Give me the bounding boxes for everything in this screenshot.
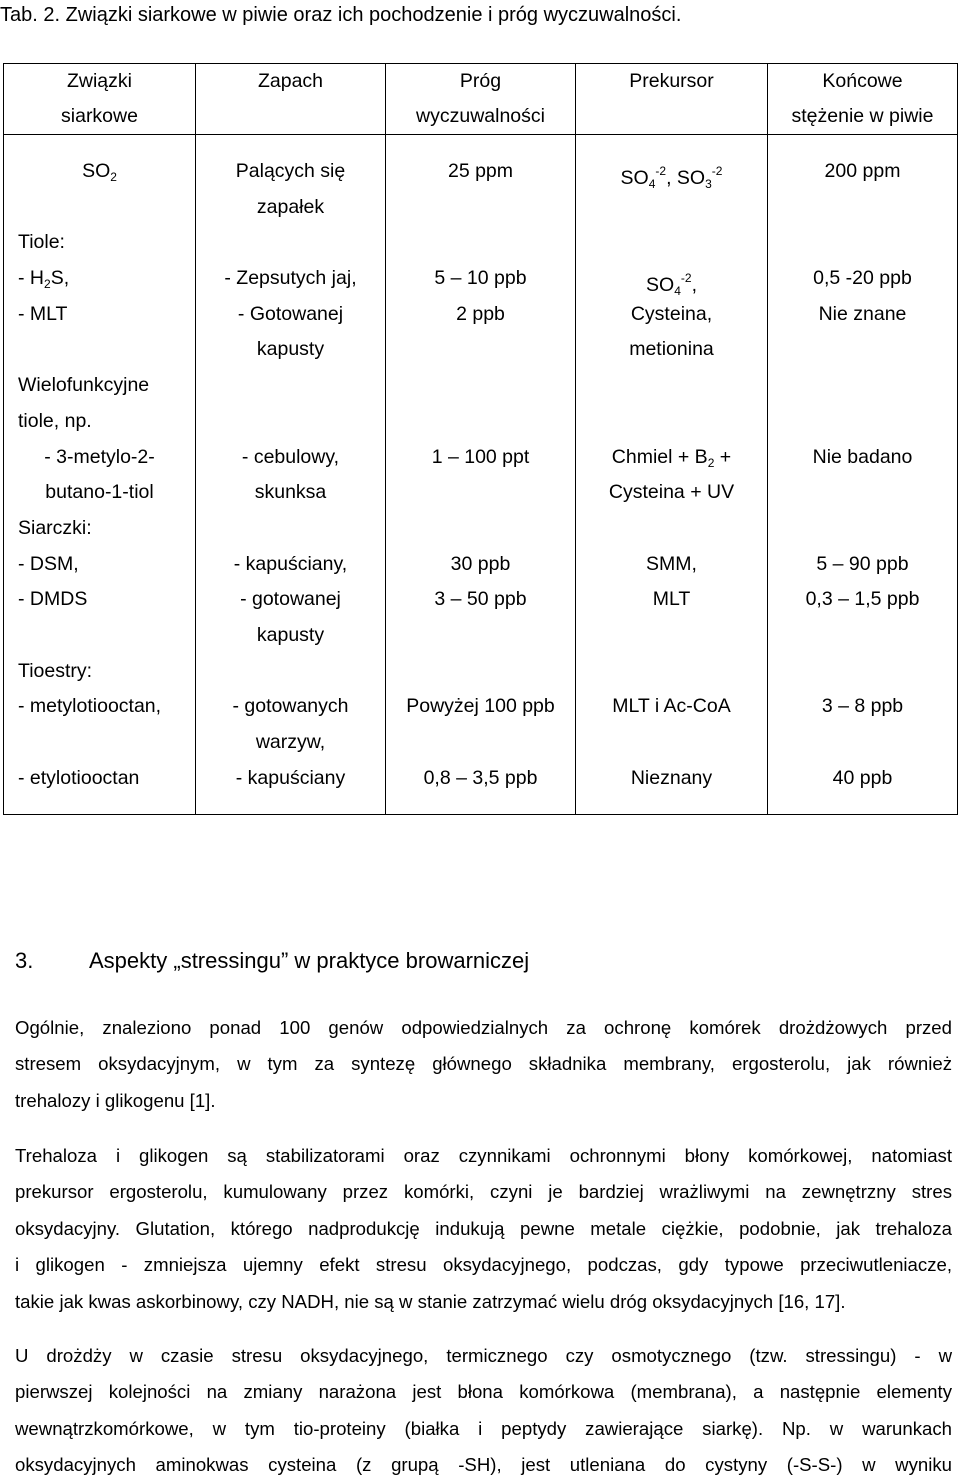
thiols-odor-2: - Gotowanej [237,302,344,325]
header-text: Zapach [257,70,324,92]
header-compounds [4,64,196,135]
methylthioacetate-precursor: MLT i Ac-CoA [612,695,731,718]
paragraph-2 [15,1138,952,1320]
dmds-threshold: 3 – 50 ppb [434,588,527,611]
ethylthioacetate-threshold: 0,8 – 3,5 ppb [423,766,538,789]
paragraph-line: oksydacyjny. Glutation, którego nadprodukcję indukują pewne metale ciężkie, podobnie, jak trehaloza [15,1217,952,1239]
ethylthioacetate-compound: - etylotiooctan [18,766,140,789]
header-text: Próg [459,70,502,92]
h2s-compound: - $H_2S$, [18,267,70,292]
header-final-concentration [768,64,958,135]
table-header-row [4,64,958,135]
sulfides-odor-1: - kapuściany, [233,552,348,575]
paragraph-line: trehalozy i glikogenu [1]. [15,1089,216,1111]
paragraph-line: wewnątrzkomórkowe, w tym tio-proteiny (białka i peptydy zawierające siarkę). Np. w warunkach [15,1417,952,1439]
multi-odor-2: skunksa [254,481,327,504]
so2-precursor: $SO_4^{-2}$, $SO_3^{-2}$ [620,164,723,191]
multi-title-1: Wielofunkcyjne [18,374,150,397]
table-body-row [4,135,958,815]
header-odor [196,64,386,135]
sulfur-compounds-table [3,63,958,815]
paragraph-line: oksydacyjnych aminokwas cysteina (z grupą -SH), jest utleniana do cystyny (-S-S-) w wyniku [15,1454,952,1476]
h2s-final: 0,5 -20 ppb [813,267,912,290]
mlt-threshold: 2 ppb [456,302,505,325]
final-concentration-column [768,135,958,815]
so2-odor-2: zapałek [256,195,325,218]
paragraph-line: prekursor ergosterolu, kumulowany przez komórki, czyni je bardziej wrażliwymi na zewnętrzny stres [15,1181,952,1203]
dmds-compound: - DMDS [18,588,88,611]
dsm-final: 5 – 90 ppb [816,552,909,575]
multi-odor-1: - cebulowy, [241,445,340,468]
thiols-title: Tiole: [18,231,65,254]
header-text: stężenie w piwie [791,105,934,127]
dmds-final: 0,3 – 1,5 ppb [805,588,920,611]
so2-threshold: 25 ppm [447,160,514,182]
methylthioacetate-compound: - metylotiooctan, [18,695,162,718]
paragraph-line: pierwszej kolejności na zmiany narażona jest błona komórkowa (membrana), a następnie elementy [15,1381,952,1403]
header-precursor [576,64,768,135]
table-caption: Tab. 2. Związki siarkowe w piwie oraz ich pochodzenie i próg wyczuwalności. [0,4,682,26]
multi-final: Nie badano [812,445,913,468]
dsm-compound: - DSM, [18,552,79,575]
header-text: wyczuwalności [416,105,545,127]
thioesters-odor-1: - gotowanych [232,695,349,718]
compounds-column [4,135,196,815]
threshold-column [386,135,576,815]
dmds-precursor: MLT [652,588,691,611]
methylthioacetate-threshold: Powyżej 100 ppb [406,695,555,718]
thioesters-odor-3: - kapuściany [235,766,346,789]
so2-odor-1: Palących się [235,160,346,182]
paragraph-line: U drożdży w czasie stresu oksydacyjnego, termicznego czy osmotycznego (tzw. stressingu) - w [15,1345,952,1366]
thiols-precursor-2: Cysteina, [630,302,713,325]
multi-compound-2: butano-1-tiol [45,481,154,504]
h2s-threshold: 5 – 10 ppb [434,267,527,290]
paragraph-line: Trehaloza i glikogen są stabilizatorami oraz czynnikami ochronnymi błony komórkowej, natomiast [15,1145,952,1166]
paragraph-line: takie jak kwas askorbinowy, czy NADH, nie są w stanie zatrzymać wielu dróg oksydacyjnych [16, 17]. [15,1290,846,1312]
paragraph-1 [15,1010,952,1119]
mlt-final: Nie znane [818,302,907,325]
thioesters-title: Tioestry: [18,659,93,682]
multi-precursor-1: Chmiel + $B_2$ + [611,445,732,470]
multi-threshold: 1 – 100 ppt [431,445,530,468]
paragraph-line: stresem oksydacyjnym, w tym za syntezę głównego składnika membrany, ergosterolu, jak również [15,1053,952,1075]
sulfides-title: Siarczki: [18,516,92,539]
paragraph-3 [15,1338,952,1484]
thiols-odor-3: kapusty [256,338,325,361]
header-text: siarkowe [61,105,138,127]
multi-compound-1: - 3-metylo-2- [44,445,155,468]
thiols-precursor-so4: $SO_4^{-2}$, [646,271,697,299]
multi-precursor-2: Cysteina + UV [608,481,735,504]
sulfides-odor-3: kapusty [256,623,325,646]
mlt-compound: - MLT [18,302,68,325]
multi-title-2: tiole, np. [18,409,92,432]
paragraph-line: Ogólnie, znaleziono ponad 100 genów odpowiedzialnych za ochronę komórek drożdżowych przed [15,1017,952,1038]
thiols-precursor-3: metionina [629,338,714,361]
thioesters-odor-2: warzyw, [255,731,326,753]
header-text: Końcowe [822,70,903,92]
so2-compound: $SO_2$ [82,160,117,184]
header-text: Związki [66,70,132,92]
sulfides-odor-2: - gotowanej [240,588,341,611]
header-text: Prekursor [629,70,714,92]
precursor-column [576,135,768,815]
ethylthioacetate-final: 40 ppb [832,766,893,789]
section-heading [15,948,529,974]
thiols-odor-1: - Zepsutych jaj, [224,267,357,290]
odor-column [196,135,386,815]
dsm-threshold: 30 ppb [450,552,511,575]
header-threshold [386,64,576,135]
so2-final: 200 ppm [824,160,901,182]
ethylthioacetate-precursor: Nieznany [630,766,713,789]
paragraph-line: i glikogen - zmniejsza ujemny efekt stresu oksydacyjnego, podczas, gdy typowe przeciwutleniacze, [15,1254,952,1276]
section-title: Aspekty „stressingu” w praktyce browarniczej [89,948,530,973]
dsm-precursor: SMM, [646,552,697,575]
methylthioacetate-final: 3 – 8 ppb [821,695,904,718]
section-number: 3. [15,948,34,973]
